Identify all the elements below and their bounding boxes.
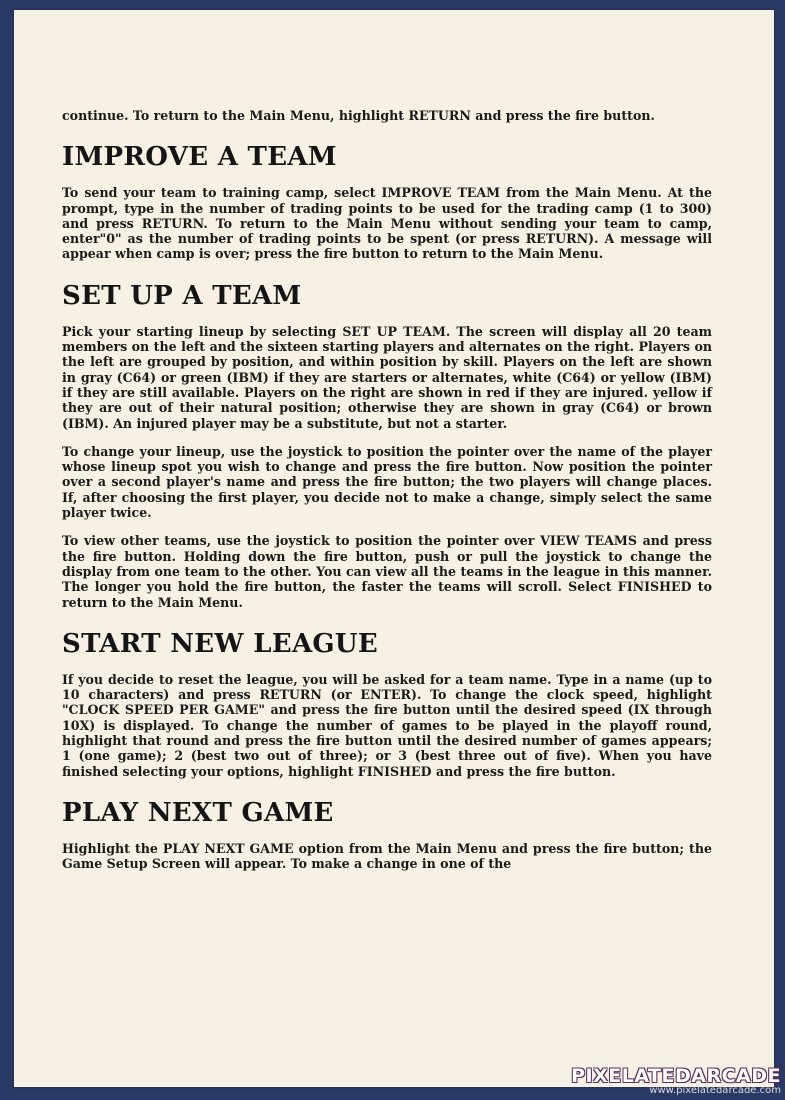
watermark-url: www.pixelatedarcade.com [649,1085,781,1096]
heading-play-next-game: PLAY NEXT GAME [62,797,334,828]
heading-improve-a-team: IMPROVE A TEAM [62,142,337,173]
intro-paragraph: continue. To return to the Main Menu, highlight RETURN and press the fire button. [62,108,655,123]
watermark-logo: PIXELATEDARCADE [571,1065,781,1087]
heading-start-new-league: START NEW LEAGUE [62,628,379,659]
play-next-game-paragraph: Highlight the PLAY NEXT GAME option from the Main Menu and press the fire button; the Game Setup Screen will appear. To make a change in one of the [62,840,712,872]
set-up-team-paragraph-3: To view other teams, use the joystick to position the pointer over VIEW TEAMS and press the fire button. Holding down the fire button, push or pull the joystick to change the display from one team to the other. You can view all the teams in the league in this manner. The longer you hold the fire button, the faster the teams will scroll. Select FINISHED to return to the Main Menu. [62,533,712,610]
start-new-league-paragraph: If you decide to reset the league, you will be asked for a team name. Type in a name (up to 10 characters) and press RETURN (or ENTER). To change the clock speed, highlight "CLOCK SPEED PER GAME" and press the fire button until the desired speed (IX through 10X) is displayed. To change the number of games to be played in the playoff round, highlight that round and press the fire button until the desired number of games appears; 1 (one game); 2 (best two out of three); or 3 (best three out of five). When you have finished selecting your options, highlight FINISHED and press the fire button. [62,671,712,779]
heading-set-up-a-team: SET UP A TEAM [62,280,302,311]
improve-team-paragraph: To send your team to training camp, select IMPROVE TEAM from the Main Menu. At the prompt, type in the number of trading points to be used for the trading camp (1 to 300) and press RETURN. To return to the Main Menu without sending your team to camp, enter"0" as the number of trading points to be spent (or press RETURN). A message will appear when camp is over; press the fire button to return to the Main Menu. [62,185,712,262]
manual-page [14,10,774,1087]
page-content [62,108,712,885]
set-up-team-paragraph-1: Pick your starting lineup by selecting SET UP TEAM. The screen will display all 20 team members on the left and the sixteen starting players and alternates on the right. Players on the left are grouped by position, and within position by skill. Players on the left are shown in gray (C64) or green (IBM) if they are starters or alternates, white (C64) or yellow (IBM) if they are still available. Players on the right are shown in red if they are injured. yellow if they are out of their natural position; otherwise they are shown in gray (C64) or brown (IBM). An injured player may be a substitute, but not a starter. [62,323,712,431]
set-up-team-paragraph-2: To change your lineup, use the joystick to position the pointer over the name of the player whose lineup spot you wish to change and press the fire button. Now position the pointer over a second player's name and press the fire button; the two players will change places. If, after choosing the first player, you decide not to make a change, simply select the same player twice. [62,443,712,521]
watermark [571,1065,781,1096]
